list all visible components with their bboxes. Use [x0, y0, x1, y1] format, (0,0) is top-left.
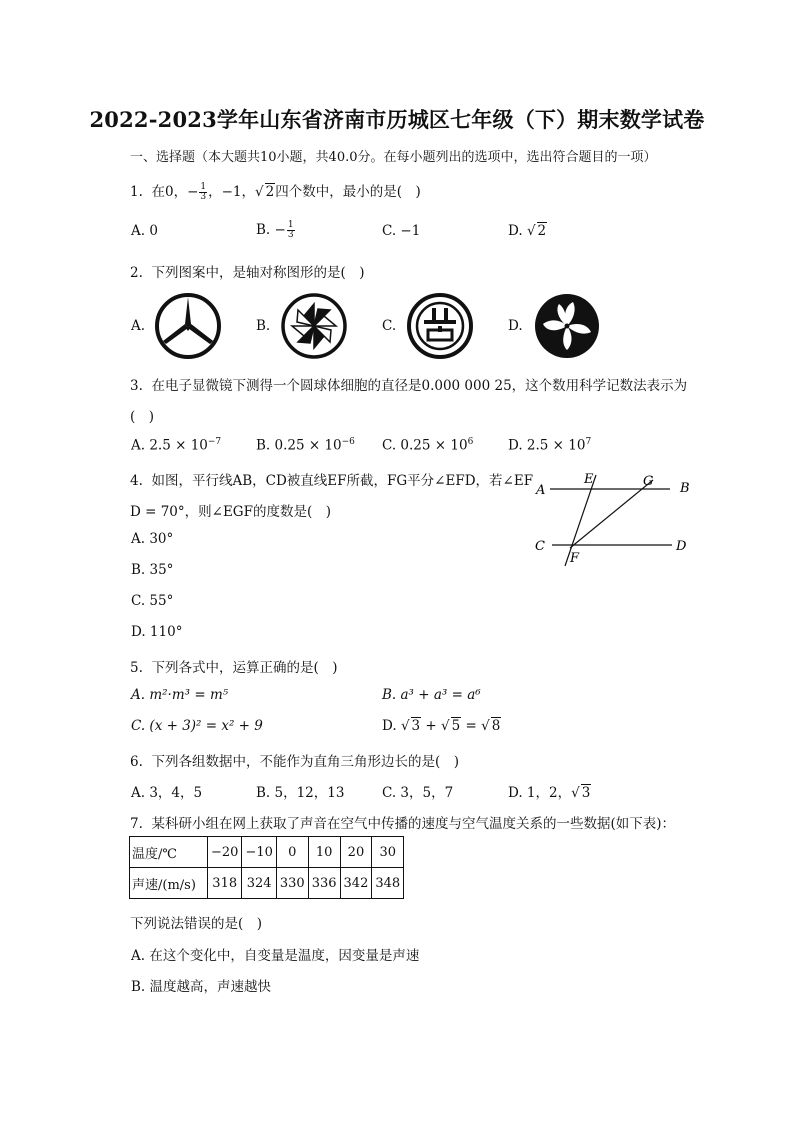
q5-option-a[interactable]: A. m²·m³ = m⁵ [131, 687, 229, 703]
q7-option-a[interactable]: A. 在这个变化中，自变量是温度，因变量是声速 [131, 948, 420, 964]
question-7-ask: 下列说法错误的是( ) [130, 916, 263, 932]
q1-stem-c: 四个数中，最小的是( ) [275, 184, 421, 200]
fig-label-c: C [535, 539, 545, 554]
question-3-stem: 3. 在电子显微镜下测得一个圆球体细胞的直径是0.000 000 25，这个数用科学记数法表示为 [130, 378, 688, 394]
table-cell: 10 [308, 837, 340, 868]
q1-stem-a: 在0， [151, 184, 188, 200]
question-1-stem: 1. 在0，− $\frac{1}{3}$ ，−1，√ 2四个数中，最小的是( ) [130, 182, 421, 202]
q3-option-c[interactable]: C. $0.25 \times 10^6$ [382, 437, 474, 454]
q1-stem-b: ，−1， [208, 184, 256, 200]
question-4-stem-2: D = 70°，则∠EGF的度数是( ) [130, 504, 331, 520]
fig-label-f: F [570, 551, 580, 566]
q6-option-d[interactable]: D. 1，2，√ 3 [508, 785, 591, 801]
q4-option-c[interactable]: C. 55° [131, 593, 174, 609]
q4-option-a[interactable]: A. 30° [131, 531, 174, 547]
table-cell: 342 [340, 868, 372, 899]
table-cell: 336 [308, 868, 340, 899]
q1-fraction: $\frac{1}{3}$ [200, 182, 207, 202]
q6-option-b[interactable]: B. 5，12，13 [256, 785, 345, 801]
fig-label-a: A [536, 483, 546, 498]
question-5-stem: 5. 下列各式中，运算正确的是( ) [130, 660, 338, 676]
q4-option-b[interactable]: B. 35° [131, 562, 174, 578]
q2-label-b[interactable]: B. [256, 318, 271, 334]
parallel-lines-figure [530, 468, 695, 572]
q5-option-d[interactable]: D. √ 3 + √ 5 = √ 8 [382, 718, 501, 734]
question-3-stem-2: ( ) [130, 409, 155, 425]
circular-logo-icon [406, 292, 474, 360]
q6-option-c[interactable]: C. 3，5，7 [382, 785, 454, 801]
question-6-stem: 6. 下列各组数据中，不能作为直角三角形边长的是( ) [130, 754, 460, 770]
q2-label-c[interactable]: C. [382, 318, 397, 334]
question-4-stem: 4. 如图，平行线AB，CD被直线EF所截，FG平分∠EFD，若∠EF [130, 473, 534, 489]
fig-label-e: E [584, 472, 594, 487]
q3-option-d[interactable]: D. $2.5 \times 10^7$ [508, 437, 592, 454]
fig-label-d: D [676, 539, 687, 554]
sound-speed-table [129, 836, 404, 899]
q1-option-b[interactable]: B. − $\frac{1}{3}$ [256, 220, 294, 240]
table-cell: 330 [276, 868, 308, 899]
q1-option-d[interactable]: D. √ 2 [508, 223, 547, 239]
pinwheel-icon [280, 292, 348, 360]
q5-option-c[interactable]: C. (x + 3)² = x² + 9 [131, 718, 263, 734]
table-header-speed: 声速/(m/s) [130, 868, 208, 899]
mercedes-star-icon [154, 292, 222, 360]
table-cell: 0 [276, 837, 308, 868]
table-cell: −10 [242, 837, 276, 868]
q1-sqrt: 2 [265, 184, 275, 200]
table-cell: 324 [242, 868, 276, 899]
table-cell: −20 [208, 837, 242, 868]
fig-label-b: B [680, 481, 690, 496]
q2-label-a[interactable]: A. [131, 318, 146, 334]
q6-option-a[interactable]: A. 3，4，5 [131, 785, 203, 801]
q7-option-b[interactable]: B. 温度越高，声速越快 [131, 979, 272, 995]
table-header-temperature: 温度/℃ [130, 837, 208, 868]
question-2-stem: 2. 下列图案中，是轴对称图形的是( ) [130, 265, 365, 281]
page-title: 2022-2023学年山东省济南市历城区七年级（下）期末数学试卷 [89, 107, 705, 132]
q4-option-d[interactable]: D. 110° [131, 624, 183, 640]
q3-option-b[interactable]: B. $0.25 \times 10^{-6}$ [256, 437, 355, 454]
q1-option-c[interactable]: C. −1 [382, 223, 421, 239]
table-cell: 318 [208, 868, 242, 899]
bauhinia-flower-icon [533, 292, 601, 360]
table-row [130, 837, 404, 868]
table-cell: 20 [340, 837, 372, 868]
q1-option-a[interactable]: A. 0 [131, 223, 158, 239]
table-cell: 348 [372, 868, 404, 899]
section-heading: 一、选择题（本大题共10小题，共40.0分。在每小题列出的选项中，选出符合题目的一项） [130, 150, 657, 165]
fig-label-g: G [643, 474, 654, 489]
question-7-stem: 7. 某科研小组在网上获取了声音在空气中传播的速度与空气温度关系的一些数据(如下表)： [130, 816, 676, 832]
q3-option-a[interactable]: A. $2.5 \times 10^{-7}$ [131, 437, 222, 454]
table-row [130, 868, 404, 899]
q1-number: 1. [130, 184, 143, 200]
q5-option-b[interactable]: B. a³ + a³ = a⁶ [382, 687, 481, 703]
q2-label-d[interactable]: D. [508, 318, 523, 334]
table-cell: 30 [372, 837, 404, 868]
